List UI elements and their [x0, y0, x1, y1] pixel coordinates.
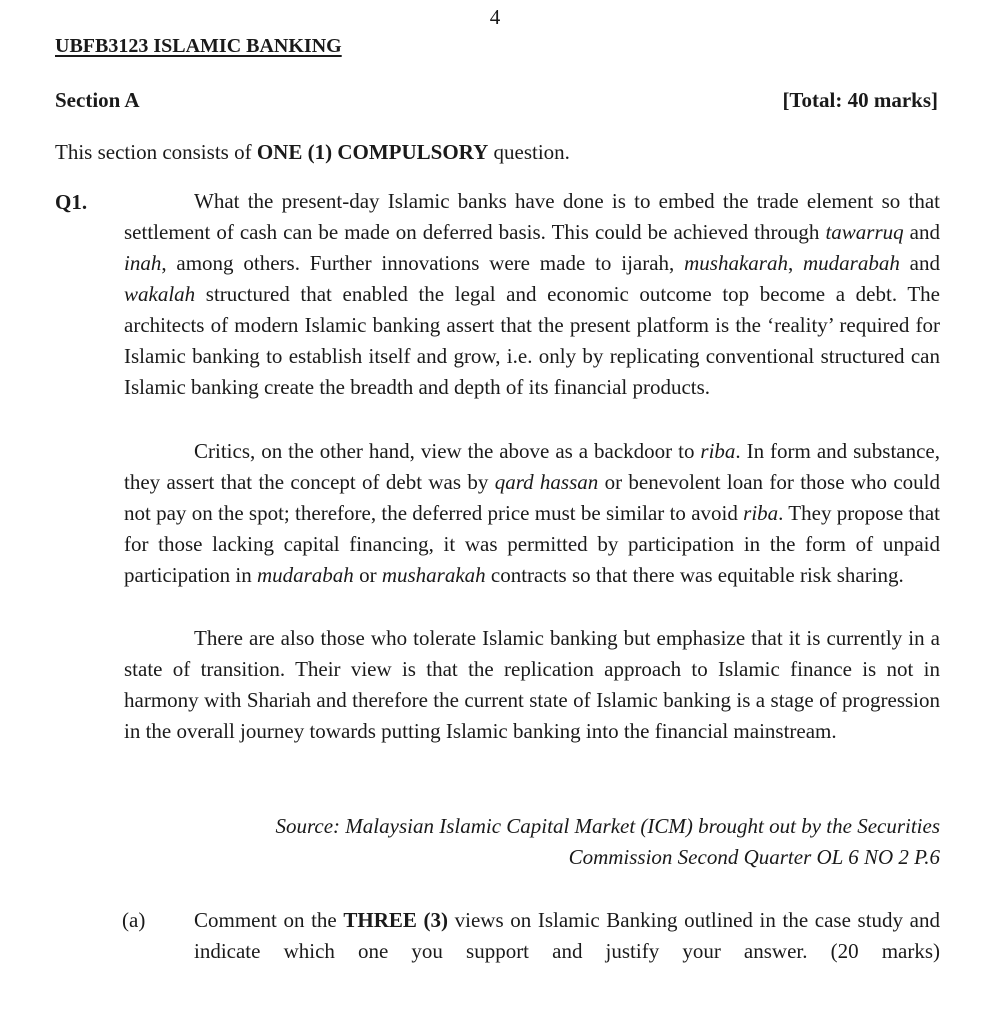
section-instructions [55, 139, 570, 165]
intro-emphasis: ONE (1) COMPULSORY [256, 140, 489, 164]
text-run: , among others. Further innovations were made to ijarah, [161, 251, 685, 275]
question-number: Q1. [55, 190, 88, 214]
question-paragraph-1 [124, 186, 940, 403]
part-a-marks: (20 marks) [830, 939, 941, 963]
part-a-text: Comment on the [194, 908, 344, 932]
italic-term: musharakah [381, 563, 486, 587]
intro-text: This section consists of [55, 140, 257, 164]
intro-text-end: question. [488, 140, 570, 164]
source-citation [180, 811, 940, 873]
text-run: . They propose that for those lacking capital financing, it was permitted by participation in the form of unpaid participation in [124, 501, 940, 587]
text-run: or benevolent loan for those who could not pay on the spot; therefore, the deferred price must be similar to avoid [124, 470, 941, 525]
italic-term: mudarabah [256, 563, 354, 587]
section-title: Section A [55, 88, 140, 112]
question-paragraph-2 [124, 436, 940, 591]
part-a-emphasis: THREE (3) [343, 908, 448, 932]
text-run: contracts so that there was equitable risk sharing. [485, 563, 904, 587]
italic-term: riba [700, 439, 736, 463]
italic-term: tawarruq [825, 220, 904, 244]
italic-term: inah [124, 251, 162, 275]
text-run: . In form and substance, they assert that the concept of debt was by [124, 439, 940, 494]
italic-term: qard hassan [494, 470, 599, 494]
italic-term: wakalah [124, 282, 196, 306]
part-a-question [194, 905, 940, 967]
section-total-marks: [Total: 40 marks] [782, 88, 938, 112]
part-a-text-end: views on Islamic Banking outlined in the case study and indicate which one you support and justify your answer. [194, 908, 940, 963]
text-run: Critics, on the other hand, view the above as a backdoor to [194, 439, 701, 463]
text-run: What the present-day Islamic banks have done is to embed the trade element so that settlement of cash can be made on deferred basis. This could be achieved through [124, 189, 940, 244]
text-run: , [787, 251, 804, 275]
italic-term: mudarabah [803, 251, 900, 275]
source-line-1: Source: Malaysian Islamic Capital Market (ICM) brought out by the Securities [275, 814, 940, 838]
italic-term: riba [743, 501, 779, 525]
course-title: UBFB3123 ISLAMIC BANKING [55, 35, 342, 57]
page-number: 4 [489, 5, 501, 29]
text-run: and [899, 251, 940, 275]
text-run: and [903, 220, 941, 244]
part-a-label: (a) [122, 908, 146, 932]
question-paragraph-3: There are also those who tolerate Islamic banking but emphasize that it is currently in a state of transition. Their view is that the replication approach to Islamic finance is not in harmony with Shariah and therefore the current state of Islamic banking is a stage of progression in the overall journey towards putting Islamic banking into the financial mainstream. [124, 626, 940, 743]
italic-term: mushakarah [684, 251, 788, 275]
text-run: or [353, 563, 382, 587]
source-line-2: Commission Second Quarter OL 6 NO 2 P.6 [568, 845, 940, 869]
text-run: structured that enabled the legal and economic outcome top become a debt. The architects of modern Islamic banking assert that the present platform is the ‘reality’ required for Islamic banking to establish itself and grow, i.e. only by replicating conventional structured can Islamic banking create the breadth and depth of its financial products. [124, 282, 940, 399]
